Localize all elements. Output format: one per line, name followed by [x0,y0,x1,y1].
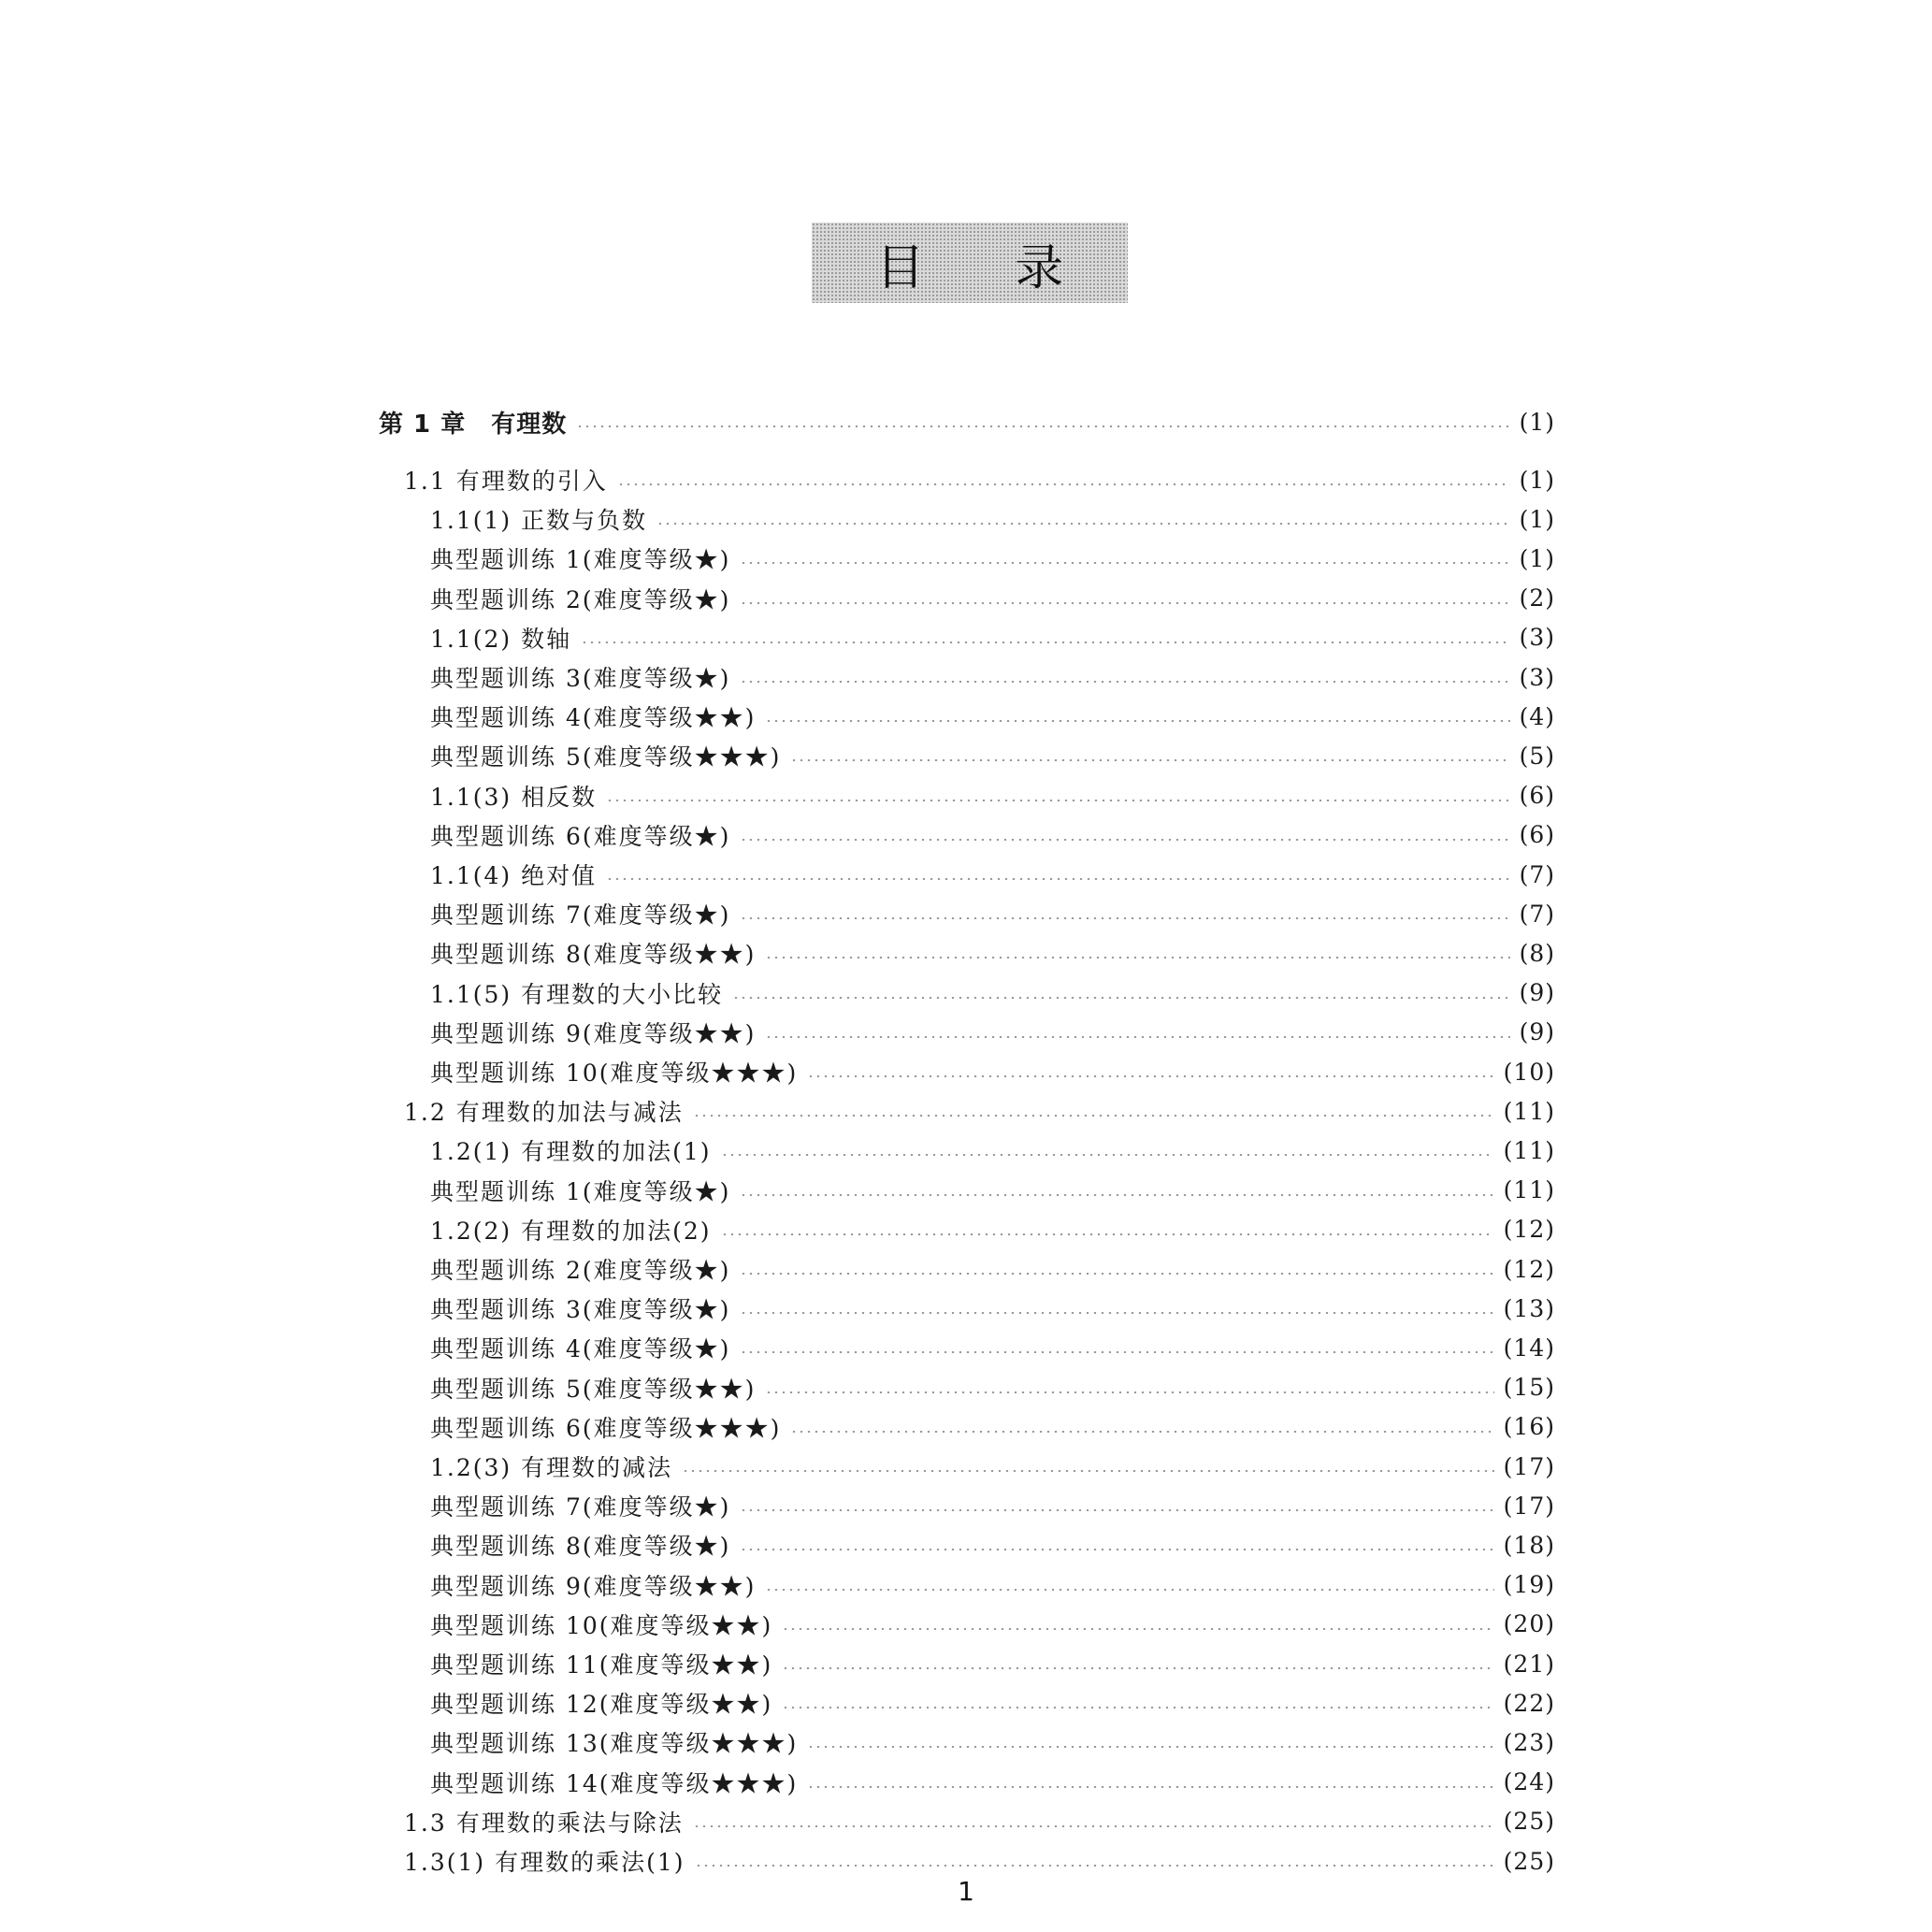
toc-entry-page: (3) [1519,624,1555,652]
toc-entry-page: (19) [1503,1571,1555,1599]
toc-entry[interactable] [430,1447,1555,1486]
toc-entry-label: 典型题训练 5(难度等级★★) [430,1375,757,1403]
dot-leader [740,1508,1493,1512]
toc-entry-page: (12) [1503,1255,1555,1283]
toc-entry[interactable] [430,776,1555,815]
dot-leader [740,1193,1493,1197]
toc-entry-page: (11) [1503,1136,1555,1164]
toc-entry-label: 1.1(1) 正数与负数 [430,507,648,535]
toc-entry-label: 典型题训练 3(难度等级★) [430,665,731,692]
toc-entry-page: (8) [1519,939,1555,967]
dot-leader [765,956,1509,959]
dot-leader [576,425,1509,428]
dot-leader [606,877,1509,881]
toc-entry-label: 典型题训练 11(难度等级★★) [430,1651,773,1679]
dot-leader [740,601,1509,605]
toc-entry[interactable] [430,539,1555,578]
dot-leader [721,1233,1494,1236]
dot-leader [740,680,1509,684]
toc-entry-label: 典型题训练 10(难度等级★★★) [430,1060,799,1087]
toc-entry-label: 1.1(3) 相反数 [430,783,598,811]
toc-entry[interactable] [430,1131,1555,1170]
dot-leader [765,1391,1493,1394]
toc-entry-page: (14) [1503,1334,1555,1362]
toc-entry-label: 第 1 章 有理数 [379,410,568,439]
toc-entry-page: (2) [1519,584,1555,613]
toc-entry[interactable] [430,1763,1555,1802]
dot-leader [807,1074,1493,1078]
toc-section-entry[interactable] [404,1091,1555,1131]
toc-entry-page: (21) [1503,1650,1555,1678]
toc-entry-label: 典型题训练 7(难度等级★) [430,901,731,930]
toc-entry-label: 典型题训练 2(难度等级★) [430,585,731,613]
toc-entry-page: (11) [1503,1176,1555,1204]
toc-entry-label: 1.1 有理数的引入 [404,468,608,495]
toc-entry[interactable] [430,1052,1555,1091]
dot-leader [693,1824,1494,1828]
toc-entry-page: (12) [1503,1216,1555,1244]
toc-entry-label: 典型题训练 7(难度等级★) [430,1493,731,1521]
dot-leader [721,1153,1494,1157]
dot-leader [782,1627,1493,1631]
toc-section-entry[interactable] [404,1841,1555,1881]
toc-entry[interactable] [430,657,1555,697]
toc-entry[interactable] [430,815,1555,855]
toc-entry-page: (11) [1503,1097,1555,1125]
toc-entry-label: 1.2(1) 有理数的加法(1) [430,1138,712,1166]
toc-chapter-entry[interactable] [379,402,1555,441]
toc-entry-page: (7) [1519,860,1555,888]
toc-entry-label: 典型题训练 6(难度等级★★★) [430,1414,782,1442]
toc-entry[interactable] [430,933,1555,973]
dot-leader [656,522,1509,526]
toc-entry[interactable] [430,1013,1555,1052]
toc-entry-label: 典型题训练 9(难度等级★★) [430,1572,757,1600]
toc-entry[interactable] [430,1171,1555,1210]
toc-entry[interactable] [430,1486,1555,1525]
dot-leader [581,641,1509,644]
toc-entry-label: 典型题训练 12(难度等级★★) [430,1691,773,1719]
toc-entry-page: (15) [1503,1374,1555,1402]
toc-entry-label: 1.1(2) 数轴 [430,625,572,653]
toc-entry[interactable] [430,618,1555,657]
toc-entry[interactable] [430,1605,1555,1644]
toc-entry-page: (16) [1503,1413,1555,1441]
toc-entry[interactable] [430,499,1555,539]
toc-entry-page: (1) [1519,408,1555,436]
toc-entry-page: (10) [1503,1058,1555,1086]
toc-entry[interactable] [430,1723,1555,1762]
toc-entry-label: 典型题训练 4(难度等级★) [430,1335,731,1363]
toc-entry[interactable] [430,1525,1555,1564]
toc-entry[interactable] [430,697,1555,736]
toc-entry-label: 典型题训练 5(难度等级★★★) [430,743,782,771]
toc-entry-page: (18) [1503,1531,1555,1559]
toc-entry[interactable] [430,1644,1555,1683]
toc-entry-page: (24) [1503,1768,1555,1796]
dot-leader [740,1272,1493,1276]
dot-leader [790,758,1509,762]
toc-entry-label: 1.2 有理数的加法与减法 [404,1099,684,1127]
toc-entry[interactable] [430,973,1555,1013]
dot-leader [606,799,1509,802]
toc-entry[interactable] [430,1210,1555,1249]
dot-leader [693,1114,1494,1117]
dot-leader [765,1588,1493,1592]
toc-entry-label: 典型题训练 9(难度等级★★) [430,1019,757,1047]
toc-entry-label: 典型题训练 2(难度等级★) [430,1257,731,1284]
toc-entry[interactable] [430,736,1555,775]
toc-entry-page: (6) [1519,782,1555,810]
toc-entry-page: (23) [1503,1728,1555,1756]
toc-entry[interactable] [430,1683,1555,1723]
toc-entry-label: 1.1(4) 绝对值 [430,862,598,889]
toc-entry-label: 典型题训练 13(难度等级★★★) [430,1730,799,1758]
toc-entry[interactable] [430,1328,1555,1367]
toc-title-box [812,223,1128,303]
dot-leader [807,1785,1493,1789]
toc-entry-label: 典型题训练 1(难度等级★) [430,1177,731,1205]
toc-entry-page: (25) [1503,1847,1555,1875]
toc-entry-page: (17) [1503,1492,1555,1520]
toc-entry-page: (13) [1503,1294,1555,1322]
toc-entry-page: (3) [1519,663,1555,691]
toc-entry-page: (20) [1503,1610,1555,1638]
dot-leader [695,1864,1494,1867]
dot-leader [740,1548,1493,1551]
dot-leader [740,838,1509,842]
toc-entry[interactable] [430,1565,1555,1605]
dot-leader [790,1430,1493,1434]
toc-entry-label: 典型题训练 8(难度等级★★) [430,941,757,969]
toc-entry-page: (1) [1519,466,1555,494]
dot-leader [782,1706,1493,1709]
toc-entry-label: 典型题训练 3(难度等级★) [430,1296,731,1324]
dot-leader [682,1469,1494,1473]
toc-entry-label: 典型题训练 10(难度等级★★) [430,1611,773,1639]
dot-leader [765,1035,1509,1039]
toc-entry-label: 1.2(2) 有理数的加法(2) [430,1217,712,1245]
dot-leader [732,996,1509,1000]
dot-leader [740,561,1509,565]
toc-entry-label: 典型题训练 6(难度等级★) [430,822,731,850]
toc-entry-label: 典型题训练 4(难度等级★★) [430,704,757,732]
toc-entry-label: 1.3(1) 有理数的乘法(1) [404,1849,685,1876]
toc-entry[interactable] [430,1289,1555,1328]
dot-leader [617,483,1510,486]
toc-entry[interactable] [430,855,1555,894]
toc-entry-page: (4) [1519,702,1555,730]
dot-leader [765,719,1509,723]
toc-entry[interactable] [430,1249,1555,1289]
toc-entry-page: (5) [1519,742,1555,770]
toc-entry-page: (1) [1519,505,1555,533]
toc-entry-page: (25) [1503,1808,1555,1836]
toc-entry-label: 1.3 有理数的乘法与除法 [404,1809,684,1837]
toc-entry[interactable] [430,1368,1555,1407]
dot-leader [740,1350,1493,1354]
toc-entry-page: (7) [1519,900,1555,928]
toc-title: 目 录 [875,239,1102,296]
toc-entry-page: (6) [1519,821,1555,849]
dot-leader [740,1311,1493,1315]
toc-entry-page: (1) [1519,544,1555,572]
page-number: 1 [958,1876,974,1907]
toc-entry-label: 典型题训练 1(难度等级★) [430,546,731,574]
toc-entry-page: (17) [1503,1452,1555,1480]
toc-entry-page: (9) [1519,1018,1555,1046]
toc-entry[interactable] [430,894,1555,933]
toc-entry-label: 典型题训练 8(难度等级★) [430,1533,731,1561]
toc-section-entry[interactable] [404,1802,1555,1841]
toc-entry-label: 典型题训练 14(难度等级★★★) [430,1769,799,1797]
toc-entry-page: (9) [1519,979,1555,1007]
dot-leader [807,1745,1493,1749]
toc-entry-page: (22) [1503,1689,1555,1717]
dot-leader [782,1666,1493,1670]
toc-entry-label: 1.1(5) 有理数的大小比较 [430,980,724,1008]
toc-entry-label: 1.2(3) 有理数的减法 [430,1454,673,1481]
toc-entry[interactable] [430,579,1555,618]
toc-section-entry[interactable] [404,460,1555,499]
toc-entry[interactable] [430,1407,1555,1447]
dot-leader [740,916,1509,920]
